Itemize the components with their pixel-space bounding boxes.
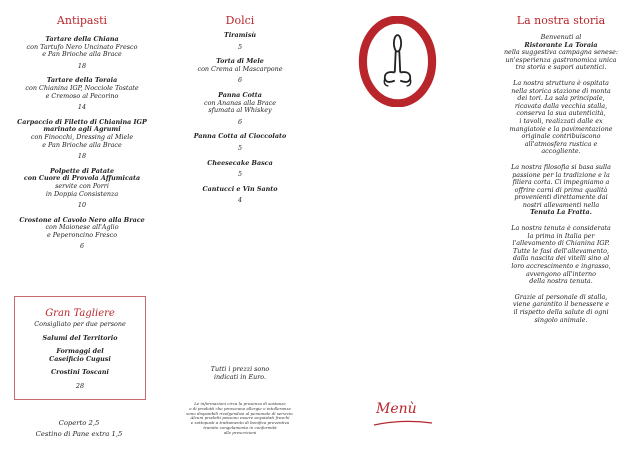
- item-name: Panna Cotta al Cioccolato: [193, 132, 287, 141]
- prices-note-line: Tutti i prezzi sono: [210, 365, 270, 373]
- antipasti-title: Antipasti: [56, 14, 108, 27]
- storia-line: mangiatoie e la pavimentazione: [509, 124, 613, 133]
- dolci-title: Dolci: [225, 14, 255, 27]
- item-desc: servite con Porri: [55, 181, 109, 190]
- item-name: Cheesecake Basca: [207, 158, 273, 167]
- storia-line: La nostra filosofia si basa sulla: [511, 162, 611, 171]
- dolce-item: [172, 133, 308, 152]
- storia-line: la prima in Italia per: [527, 231, 595, 240]
- storia-line: Tutte le fasi dell'allevamento,: [513, 246, 609, 255]
- storia-line: i tavoli, realizzati dalle ex: [519, 116, 603, 125]
- storia-line: viene garantito il benessere e: [512, 300, 610, 309]
- antipasto-item: [8, 168, 156, 210]
- storia-line: all'atmosfera rustica e: [524, 139, 598, 148]
- prices-note: [180, 366, 300, 381]
- allergen-line: tramite congelamento in conformità: [203, 424, 277, 430]
- item-name: Tartare della Chiana: [45, 35, 119, 43]
- storia-line: filiera corta. Ci impegniamo a: [512, 178, 610, 187]
- storia-line: il rispetto della salute di ogni: [513, 308, 609, 316]
- storia-line: ricavata dalla vecchia stalla,: [514, 101, 608, 110]
- storia-line: un'esperienza gastronomica unica: [505, 55, 617, 64]
- storia-line: accogliente.: [541, 147, 581, 156]
- storia-line: nostri allevamenti nella: [522, 200, 600, 209]
- item-name: Panna Cotta: [218, 90, 262, 99]
- allergen-line: e sottoposti a trattamento di bonifica preventiva: [190, 420, 290, 426]
- allergen-line: o di prodotti che provocano allergie o intolleranze: [189, 405, 291, 411]
- item-price: 6: [237, 117, 243, 126]
- item-name: Cantucci e Vin Santo: [202, 184, 278, 193]
- dolci-list: [172, 32, 308, 212]
- storia-line: della nostra tenuta.: [529, 277, 593, 286]
- restaurant-name: Ristorante La Toraia: [524, 40, 598, 49]
- item-desc: e Peperoncino Fresco: [46, 230, 118, 239]
- storia-paragraph: [490, 294, 632, 324]
- item-price: 10: [77, 201, 87, 210]
- storia-line: dei tori. La sala principale,: [517, 94, 605, 103]
- storia-line: avvengono all'interno: [525, 269, 597, 278]
- dolce-item: [172, 58, 308, 85]
- tagliere-item: Caseificio Cugusi: [49, 354, 111, 363]
- item-desc: in Doppia Consistenza: [45, 189, 119, 198]
- dolce-item: [172, 186, 308, 205]
- antipasto-item: [8, 36, 156, 70]
- item-desc: con Ananas alla Brace: [203, 98, 276, 107]
- item-name-line2: marinato agli Agrumi: [43, 125, 121, 134]
- item-price: 5: [237, 143, 243, 152]
- item-price: 4: [237, 196, 243, 205]
- menu-label: Menù: [376, 401, 417, 417]
- allergen-line: alle prescrizioni: [223, 429, 257, 435]
- storia-line: Benvenuti al: [540, 33, 582, 41]
- tagliere-item: Salumi del Territorio: [42, 333, 118, 342]
- antipasto-item: [8, 77, 156, 111]
- tagliere-item: Formaggi del: [56, 347, 104, 356]
- antipasto-item: [8, 119, 156, 161]
- dolce-item: [172, 160, 308, 179]
- antipasto-item: [8, 217, 156, 251]
- storia-line: l'allevamento di Chianina IGP.: [512, 239, 610, 248]
- item-desc: con Tartufo Nero Uncinato Fresco: [26, 42, 138, 51]
- toraia-logo-icon: [352, 16, 443, 107]
- item-desc: e Pan Brioche alla Brace: [42, 140, 122, 149]
- storia-paragraph: [490, 80, 632, 156]
- prices-note-line: indicati in Euro.: [213, 372, 267, 381]
- tagliere-list: [15, 321, 145, 391]
- item-price: 6: [79, 242, 85, 251]
- gran-tagliere-box: [14, 296, 146, 400]
- item-desc: e Pan Brioche alla Brace: [42, 50, 122, 59]
- allergen-note: [165, 402, 315, 436]
- item-price: 5: [237, 42, 243, 51]
- storia-line: provenienti direttamente dai: [514, 193, 608, 202]
- storia-line: singolo animale.: [534, 315, 588, 324]
- item-desc: con Crema al Mascarpone: [197, 64, 283, 73]
- item-name: Carpaccio di Filetto di Chianina IGP: [17, 117, 147, 126]
- item-name: Tiramisù: [223, 31, 257, 39]
- storia-line: dalla nascita dei vitelli sino al: [512, 254, 610, 263]
- storia-paragraph: [490, 225, 632, 286]
- item-desc: sfumata al Whiskey: [208, 106, 272, 115]
- cestino-text: Cestino di Pane extra 1,5: [35, 430, 123, 438]
- tagliere-subtitle: Consigliato per due persone: [34, 320, 126, 328]
- dolce-item: [172, 32, 308, 51]
- item-price: 6: [237, 76, 243, 85]
- antipasti-list: [8, 36, 156, 258]
- storia-line: offrire carni di prima qualità: [514, 185, 608, 194]
- storia-line: nella suggestiva campagna senese:: [503, 48, 619, 57]
- item-price: 18: [77, 152, 87, 161]
- storia-line: Grazie al personale di stalla,: [514, 292, 608, 301]
- storia-line: loro accrescimento e ingrasso,: [511, 262, 611, 271]
- item-name: Crostone al Cavolo Nero alla Brace: [19, 215, 145, 224]
- item-name: Tartare della Toraia: [46, 76, 118, 85]
- item-price: 5: [237, 170, 243, 179]
- allergen-line: Alcuni prodotti possono essere acquistati freschi: [190, 415, 290, 421]
- item-desc: con Maionese all'Aglio: [45, 223, 119, 232]
- extras: [14, 418, 144, 440]
- coperto-text: Coperto 2,5: [58, 419, 100, 427]
- storia-line: La nostra tenuta è considerata: [511, 224, 611, 233]
- storia-line: nella storica stazione di monta: [511, 86, 611, 95]
- storia-line: passione per la tradizione e la: [512, 170, 610, 179]
- storia-line: originale contribuiscono: [521, 132, 601, 141]
- dolce-item: [172, 92, 308, 126]
- estate-name: Tenuta La Fratta.: [530, 208, 592, 217]
- allergen-line: Le informazioni circa la presenza di sostanze: [194, 401, 286, 406]
- item-desc: con Finocchi, Dressing al Miele: [30, 132, 134, 141]
- menu-underline-icon: [372, 419, 434, 427]
- storia-paragraph: [490, 34, 632, 72]
- item-desc: e Cremoso al Pecorino: [45, 91, 119, 100]
- storia-title: La nostra storia: [516, 14, 606, 27]
- item-price: 18: [77, 61, 87, 70]
- storia-text: [490, 34, 632, 332]
- item-price: 14: [77, 103, 87, 112]
- tagliere-price: 28: [75, 381, 85, 390]
- tagliere-title: Gran Tagliere: [45, 308, 115, 319]
- storia-line: conserva la sua autenticità,: [516, 109, 606, 118]
- item-name: Torta di Mele: [216, 57, 264, 66]
- item-name: Polpette di Patate: [49, 166, 115, 175]
- storia-line: tra storia e sapori autentici.: [515, 63, 607, 72]
- storia-line: La nostra struttura è ospitata: [513, 78, 609, 87]
- allergen-line: sono disponibili rivolgendosi al personale di servizio.: [186, 410, 294, 416]
- tagliere-item: Crostini Toscani: [51, 368, 109, 377]
- item-name-line2: con Cuore di Provola Affumicata: [23, 174, 141, 183]
- item-desc: con Chianina IGP, Nocciole Tostate: [25, 83, 139, 92]
- storia-paragraph: [490, 164, 632, 217]
